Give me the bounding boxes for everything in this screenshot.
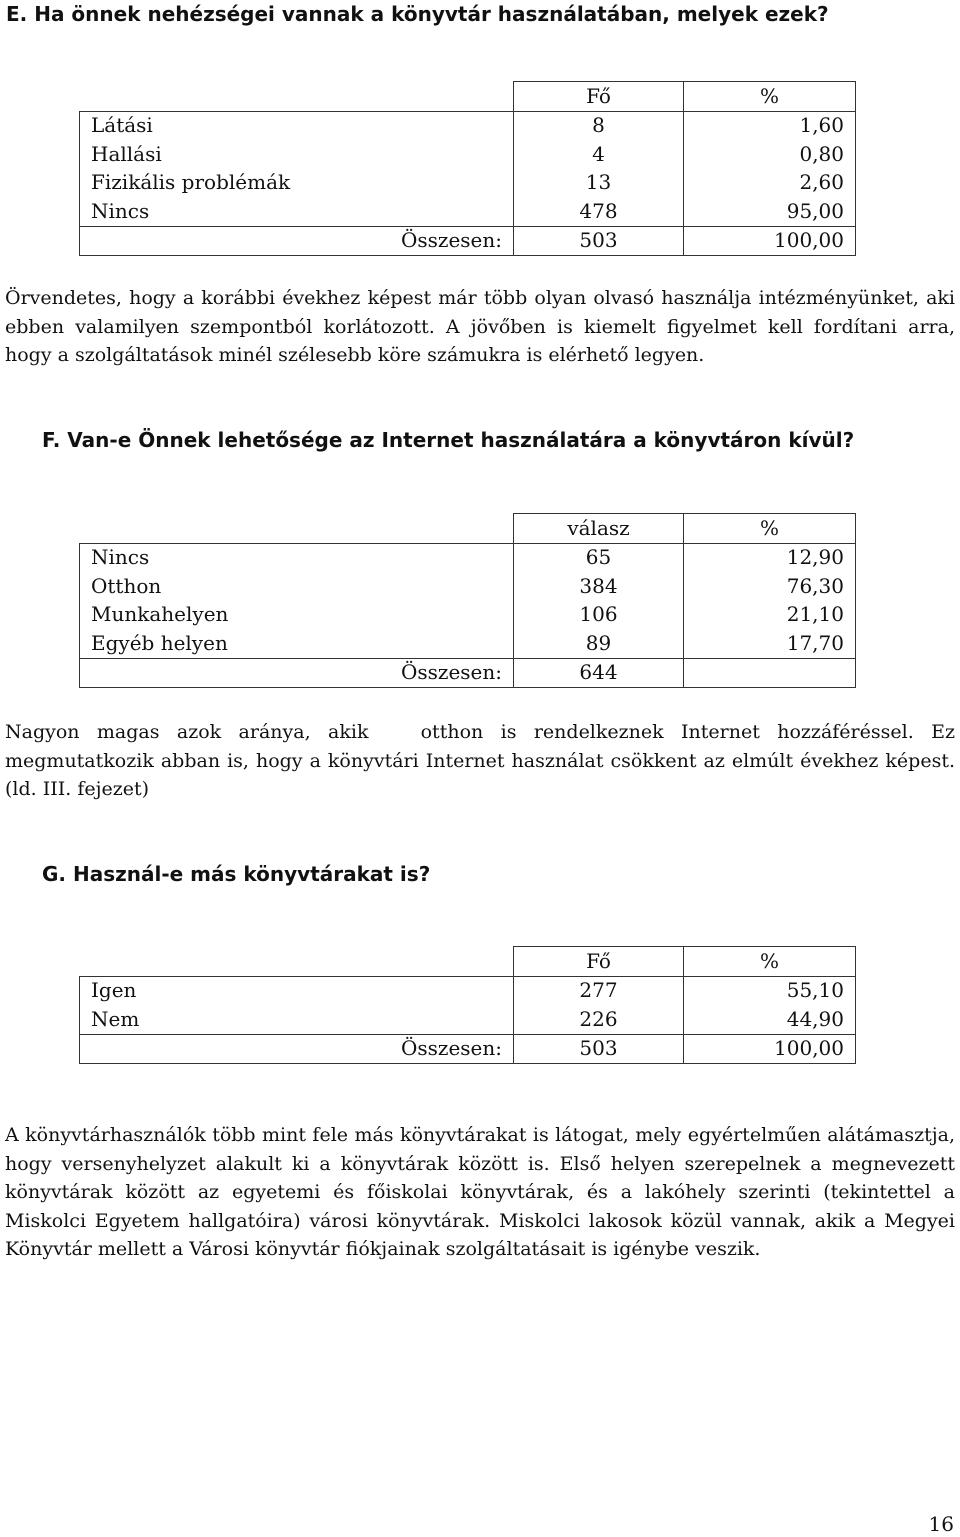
total-label: Összesen:	[80, 658, 514, 688]
page-number: 16	[928, 1512, 954, 1536]
table-total-row	[80, 1034, 856, 1064]
paragraph-line: Örvendetes, hogy a korábbi évekhez képest már több olyan olvasó használja intézményünket, aki	[5, 287, 955, 309]
paragraph-line: ebben valamilyen szempontból korlátozott. A jövőben is kiemelt figyelmet kell fordítani arra,	[5, 315, 955, 338]
row-count: 89	[514, 629, 684, 658]
paragraph-line: hogy a szolgáltatások minél szélesebb köre számukra is elérhető legyen.	[5, 344, 705, 367]
section-f-paragraph	[5, 718, 955, 804]
row-label: Nem	[80, 1005, 514, 1034]
row-label: Hallási	[80, 140, 514, 169]
table-row	[80, 543, 856, 572]
paragraph-line: Könyvtár mellett a Városi könyvtár fiókjainak szolgáltatásait is igénybe veszik.	[5, 1238, 761, 1261]
row-count: 13	[514, 169, 684, 198]
row-label: Fizikális problémák	[80, 169, 514, 198]
total-count: 644	[514, 658, 684, 688]
row-pct: 17,70	[684, 629, 856, 658]
paragraph-line: könyvtárak között az egyetemi és főiskolai könyvtárak, és a lakóhely szerinti (tekintettel a	[5, 1181, 955, 1204]
row-pct: 95,00	[684, 197, 856, 226]
row-pct: 44,90	[684, 1005, 856, 1034]
header-cell-empty	[80, 514, 514, 544]
table-e	[79, 81, 856, 256]
table-row	[80, 1005, 856, 1034]
row-pct: 76,30	[684, 572, 856, 601]
table-row	[80, 111, 856, 140]
row-count: 226	[514, 1005, 684, 1034]
table-row	[80, 140, 856, 169]
table-g	[79, 946, 856, 1064]
paragraph-line: Nagyon magas azok aránya, akik otthon is rendelkeznek Internet hozzáféréssel. Ez	[5, 721, 955, 743]
row-label: Egyéb helyen	[80, 629, 514, 658]
section-e-heading: E. Ha önnek nehézségei vannak a könyvtár használatában, melyek ezek?	[6, 2, 829, 26]
total-pct: 100,00	[684, 226, 856, 256]
paragraph-line: A könyvtárhasználók több mint fele más könyvtárakat is látogat, mely egyértelműen alátámasztja,	[5, 1124, 955, 1146]
total-pct: 100,00	[684, 1034, 856, 1064]
row-pct: 12,90	[684, 543, 856, 572]
header-cell-valasz: válasz	[514, 514, 684, 544]
row-label: Látási	[80, 111, 514, 140]
row-label: Otthon	[80, 572, 514, 601]
paragraph-line: Miskolci Egyetem hallgatóira) városi könyvtárak. Miskolci lakosok közül vannak, akik a Megyei	[5, 1209, 955, 1232]
total-count: 503	[514, 1034, 684, 1064]
table-row	[80, 629, 856, 658]
paragraph-line: megmutatkozik abban is, hogy a könyvtári Internet használat csökkent az elmúlt évekhez képest.	[5, 749, 955, 772]
row-label: Nincs	[80, 543, 514, 572]
table-row	[80, 197, 856, 226]
table-total-row	[80, 658, 856, 688]
row-pct: 0,80	[684, 140, 856, 169]
table-row	[80, 572, 856, 601]
total-label: Összesen:	[80, 1034, 514, 1064]
row-label: Nincs	[80, 197, 514, 226]
header-cell-empty	[80, 947, 514, 977]
table-total-row	[80, 226, 856, 256]
section-e-paragraph	[5, 284, 955, 370]
row-count: 8	[514, 111, 684, 140]
header-cell-pct: %	[684, 82, 856, 112]
table-row	[80, 601, 856, 630]
row-count: 106	[514, 601, 684, 630]
table-header-row	[80, 947, 856, 977]
section-f-heading: F. Van-e Önnek lehetősége az Internet használatára a könyvtáron kívül?	[42, 428, 855, 452]
paragraph-line: (ld. III. fejezet)	[5, 778, 150, 801]
row-count: 277	[514, 976, 684, 1005]
row-pct: 1,60	[684, 111, 856, 140]
row-count: 4	[514, 140, 684, 169]
header-cell-empty	[80, 82, 514, 112]
table-header-row	[80, 82, 856, 112]
row-pct: 21,10	[684, 601, 856, 630]
row-count: 65	[514, 543, 684, 572]
table-row	[80, 169, 856, 198]
section-g-heading: G. Használ-e más könyvtárakat is?	[42, 862, 431, 886]
row-pct: 55,10	[684, 976, 856, 1005]
header-cell-fo: Fő	[514, 947, 684, 977]
row-label: Igen	[80, 976, 514, 1005]
table-f	[79, 513, 856, 688]
row-label: Munkahelyen	[80, 601, 514, 630]
row-count: 478	[514, 197, 684, 226]
total-label: Összesen:	[80, 226, 514, 256]
row-count: 384	[514, 572, 684, 601]
table-row	[80, 976, 856, 1005]
paragraph-line: hogy versenyhelyzet alakult ki a könyvtárak között is. Első helyen szerepelnek a megnevezett	[5, 1152, 955, 1175]
row-pct: 2,60	[684, 169, 856, 198]
section-g-paragraph	[5, 1121, 955, 1264]
table-header-row	[80, 514, 856, 544]
header-cell-pct: %	[684, 947, 856, 977]
total-count: 503	[514, 226, 684, 256]
header-cell-pct: %	[684, 514, 856, 544]
header-cell-fo: Fő	[514, 82, 684, 112]
total-pct	[684, 658, 856, 688]
